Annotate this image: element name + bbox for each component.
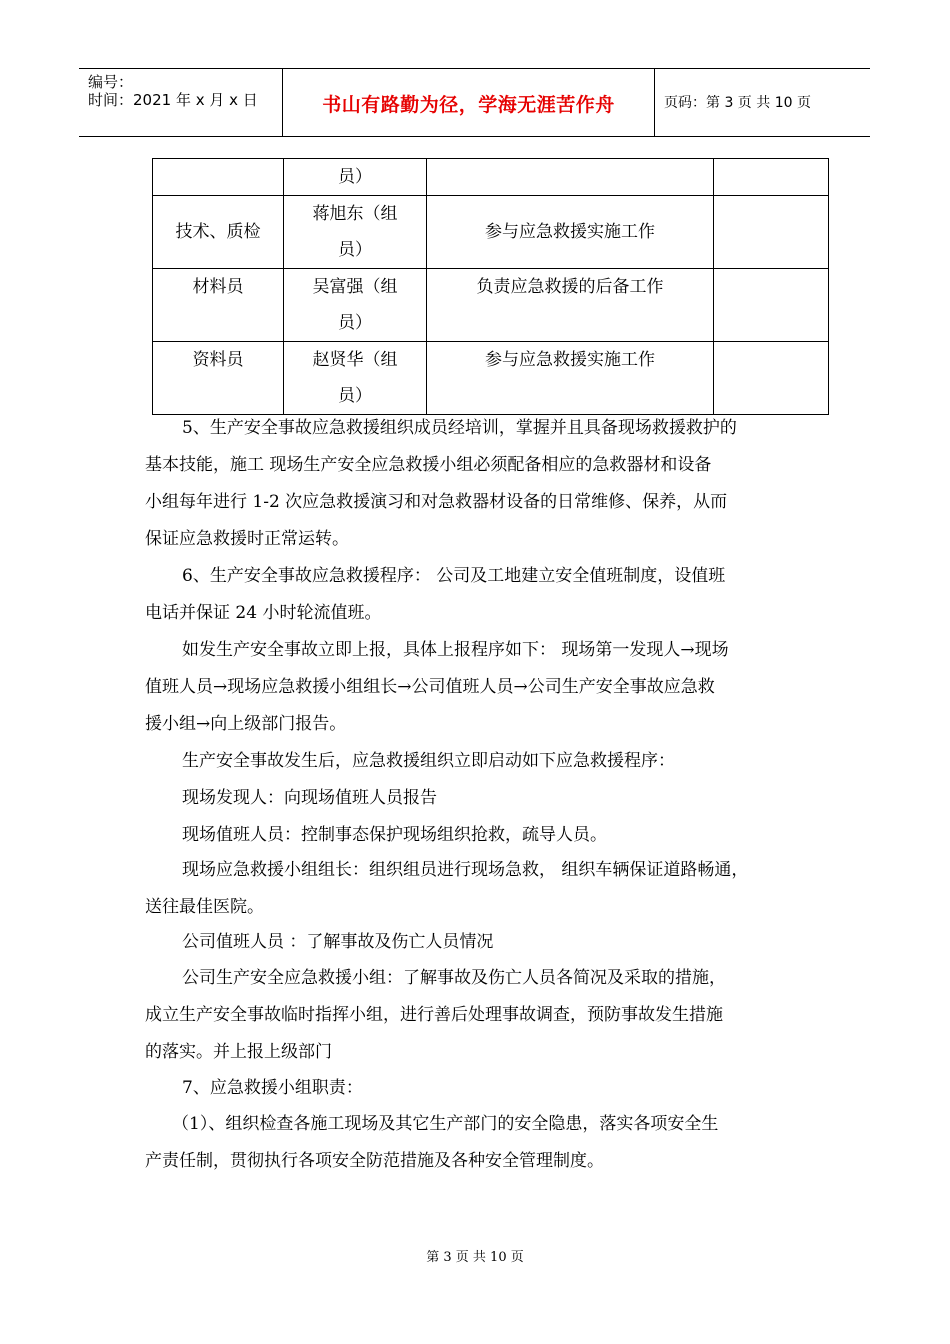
text-line: 小组每年进行 1-2 次应急救援演习和对急救器材设备的日常维修、保养，从而: [145, 492, 728, 512]
number-label: 编号：: [88, 73, 134, 91]
paragraph-company-team: [145, 960, 813, 1071]
name-line: 员）: [338, 167, 372, 187]
paragraph-team-leader: [145, 852, 813, 926]
header-motto: 书山有路勤为径，学海无涯苦作舟: [322, 94, 615, 116]
name-line: 蒋旭东（组: [312, 204, 398, 224]
paragraph-after-accident: [145, 743, 813, 780]
header-page-number: 页码：第 3 页 共 10 页: [664, 95, 811, 111]
text-line: 保证应急救援时正常运转。: [145, 529, 349, 549]
paragraph-6: [145, 558, 813, 632]
note-cell: [714, 196, 829, 269]
note-cell: [714, 269, 829, 342]
table-row: [153, 342, 829, 415]
name-cell: [284, 196, 427, 269]
text-line: 如发生产安全事故立即上报，具体上报程序如下： 现场第一发现人→现场: [182, 640, 729, 660]
name-line: 员）: [338, 313, 372, 333]
role-cell: [153, 159, 284, 196]
table-row: [153, 269, 829, 342]
paragraph-finder: [145, 780, 813, 817]
text-line: 电话并保证 24 小时轮流值班。: [145, 603, 382, 623]
paragraph-report-procedure: [145, 632, 813, 743]
paragraph-7: [145, 1070, 813, 1107]
text-line: 援小组→向上级部门报告。: [145, 714, 347, 734]
time-label: 时间：2021 年 x 月 x 日: [88, 91, 258, 109]
name-cell: [284, 269, 427, 342]
paragraph-on-duty: [145, 817, 813, 854]
text-line: 现场发现人：向现场值班人员报告: [182, 788, 437, 808]
duty-cell: [427, 159, 714, 196]
paragraph-5: [145, 410, 813, 558]
table-row: [153, 196, 829, 269]
page-header: [79, 68, 870, 137]
name-line: 赵贤华（组: [312, 350, 398, 370]
role-cell: 材料员: [153, 269, 284, 342]
duty-cell: 参与应急救援实施工作: [427, 196, 714, 269]
role-cell: 资料员: [153, 342, 284, 415]
paragraph-company-duty: [145, 924, 813, 961]
name-line: 吴富强（组: [312, 277, 398, 297]
text-line: 送往最佳医院。: [145, 897, 264, 917]
name-line: 员）: [338, 240, 372, 260]
text-line: 5、生产安全事故应急救援组织成员经培训，掌握并且具备现场救援救护的: [182, 418, 737, 438]
name-cell: [284, 342, 427, 415]
duty-cell: 负责应急救援的后备工作: [427, 269, 714, 342]
staff-table: [152, 158, 829, 415]
text-line: 7、应急救援小组职责：: [182, 1078, 363, 1098]
text-line: 现场值班人员：控制事态保护现场组织抢救，疏导人员。: [182, 825, 607, 845]
text-line: 值班人员→现场应急救援小组组长→公司值班人员→公司生产安全事故应急救: [145, 677, 715, 697]
text-line: 的落实。并上报上级部门: [145, 1042, 332, 1062]
text-line: 基本技能，施工 现场生产安全应急救援小组必须配备相应的急救器材和设备: [145, 455, 712, 475]
note-cell: [714, 159, 829, 196]
name-cell: [284, 159, 427, 196]
text-line: 生产安全事故发生后，应急救援组织立即启动如下应急救援程序：: [182, 751, 675, 771]
text-line: 6、生产安全事故应急救援程序： 公司及工地建立安全值班制度，设值班: [182, 566, 726, 586]
role-cell: 技术、质检: [153, 196, 284, 269]
text-line: （1）、组织检查各施工现场及其它生产部门的安全隐患，落实各项安全生: [172, 1114, 719, 1134]
header-page-cell: [655, 69, 870, 136]
table-row: [153, 159, 829, 196]
name-line: 员）: [338, 386, 372, 406]
header-meta: [79, 69, 283, 136]
text-line: 公司生产安全应急救援小组：了解事故及伤亡人员各简况及采取的措施，: [182, 968, 726, 988]
page-footer: 第 3 页 共 10 页: [426, 1250, 524, 1265]
text-line: 现场应急救援小组组长：组织组员进行现场急救， 组织车辆保证道路畅通，: [182, 860, 749, 880]
text-line: 公司值班人员 ：了解事故及伤亡人员情况: [182, 932, 494, 952]
note-cell: [714, 342, 829, 415]
text-line: 产责任制，贯彻执行各项安全防范措施及各种安全管理制度。: [145, 1151, 604, 1171]
text-line: 成立生产安全事故临时指挥小组，进行善后处理事故调查，预防事故发生措施: [145, 1005, 723, 1025]
paragraph-7-1: [145, 1106, 813, 1180]
duty-cell: 参与应急救援实施工作: [427, 342, 714, 415]
header-motto-cell: [283, 69, 655, 136]
